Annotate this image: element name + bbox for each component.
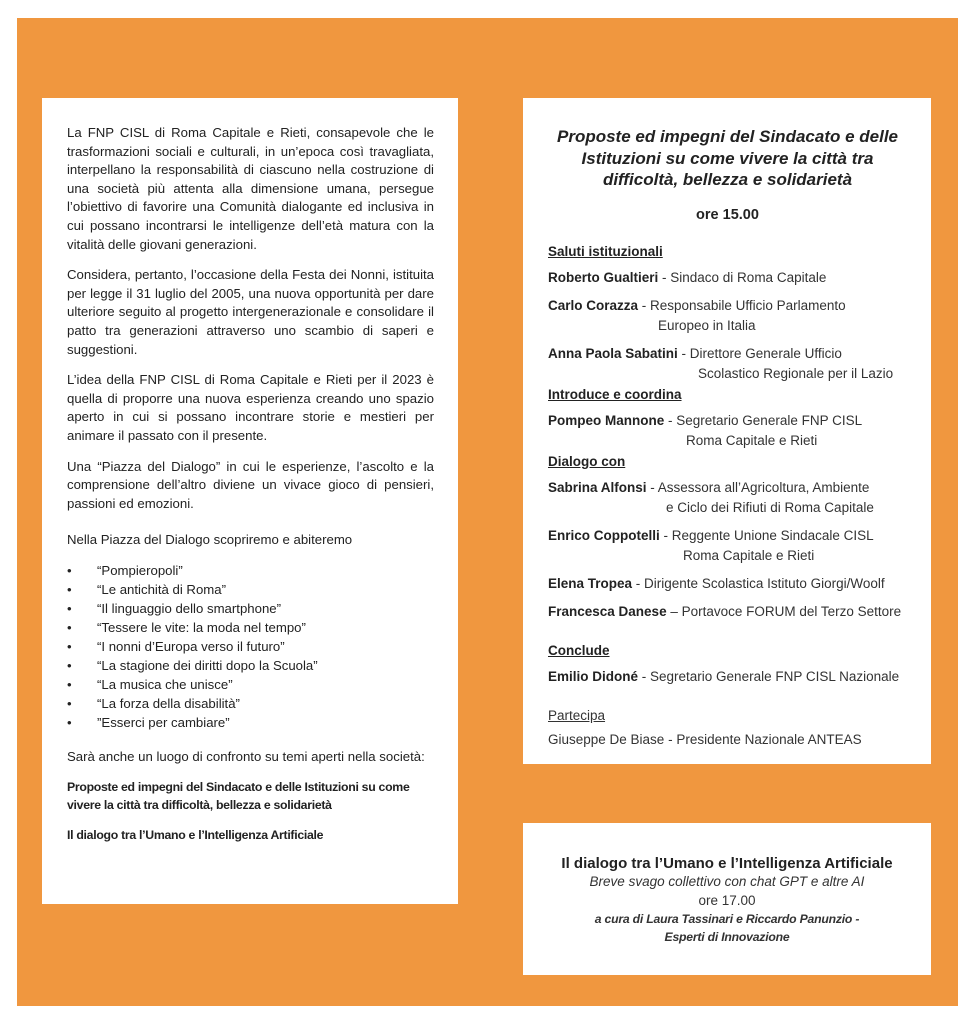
speaker-role-cont: Roma Capitale e Rieti bbox=[686, 432, 818, 448]
list-item: • “Pompieropoli” bbox=[67, 561, 434, 580]
speaker-role: - Assessora all’Agricoltura, Ambiente bbox=[646, 479, 870, 495]
speaker-name: Carlo Corazza bbox=[548, 297, 639, 313]
speaker-role: - Responsabile Ufficio Parlamento bbox=[638, 297, 846, 313]
list-item: • “I nonni d’Europa verso il futuro” bbox=[67, 637, 434, 656]
ai-session-curators-role: Esperti di Innovazione bbox=[664, 930, 790, 944]
speaker-entry bbox=[548, 478, 907, 518]
speaker-name: Emilio Didoné bbox=[548, 668, 639, 684]
activities-list bbox=[67, 561, 434, 732]
list-item: • “Le antichità di Roma” bbox=[67, 580, 434, 599]
speaker-name: Roberto Gualtieri bbox=[548, 269, 659, 285]
section-heading-partecipa: Partecipa bbox=[548, 707, 606, 723]
speaker-entry bbox=[548, 667, 907, 687]
speaker-name: Enrico Coppotelli bbox=[548, 527, 660, 543]
intro-paragraph-1: La FNP CISL di Roma Capitale e Rieti, consapevole che le trasformazioni sociali e culturali, in un’epoca così travagliata, interpellano la responsabilità di ciascuno nella costruzione di una società più attenta alla dimensione umana, persegue l’obiettivo di favorire una Comunità dialogante ed inclusiva in cui possano incontrarsi le intelligenze dell’età matura con la vitalità delle giovani generazioni. bbox=[67, 125, 434, 252]
program-panel bbox=[523, 98, 931, 764]
intro-panel bbox=[42, 98, 458, 904]
speaker-role-cont: Roma Capitale e Rieti bbox=[683, 547, 815, 563]
speaker-name: Elena Tropea bbox=[548, 575, 633, 591]
speaker-name: Sabrina Alfonsi bbox=[548, 479, 647, 495]
intro-paragraph-4: Una “Piazza del Dialogo” in cui le esperienze, l’ascolto e la comprensione dell’altro diviene un vivace gioco di pensieri, passioni ed emozioni. bbox=[67, 458, 434, 511]
speaker-role: - Segretario Generale FNP CISL bbox=[664, 412, 863, 428]
ai-session-panel bbox=[523, 823, 931, 975]
list-item: • “Il linguaggio dello smartphone” bbox=[67, 599, 434, 618]
topic-2: Il dialogo tra l’Umano e l’Intelligenza Artificiale bbox=[67, 828, 324, 843]
speaker-role-cont: Scolastico Regionale per il Lazio bbox=[698, 365, 894, 381]
speaker-name: Anna Paola Sabatini bbox=[548, 345, 678, 361]
program-title: Proposte ed impegni del Sindacato e delle Istituzioni su come vivere la città tra difficoltà, bellezza e solidarietà bbox=[556, 127, 899, 189]
list-item: • “Tessere le vite: la moda nel tempo” bbox=[67, 618, 434, 637]
program-time: ore 15.00 bbox=[696, 206, 759, 223]
speaker-role: - Reggente Unione Sindacale CISL bbox=[659, 527, 874, 543]
speaker-entry bbox=[548, 602, 907, 622]
intro-paragraph-3: L’idea della FNP CISL di Roma Capitale e Rieti per il 2023 è quella di proporre una nuova esperienza creando uno spazio aperto in cui si possano incontrare storie e mestieri per animare il passato con il presente. bbox=[67, 372, 434, 443]
list-item: • “La forza della disabilità” bbox=[67, 694, 434, 713]
topic-1: Proposte ed impegni del Sindacato e delle Istituzioni su come vivere la città tra difficoltà, bellezza e solidarietà bbox=[67, 780, 410, 813]
section-heading-introduce: Introduce e coordina bbox=[548, 386, 682, 402]
speaker-entry bbox=[548, 526, 907, 566]
section-heading-conclude: Conclude bbox=[548, 642, 610, 658]
list-item: • ”Esserci per cambiare” bbox=[67, 713, 434, 732]
speaker-entry bbox=[548, 411, 907, 451]
speaker-entry bbox=[548, 296, 907, 336]
speaker-role: - Segretario Generale FNP CISL Nazionale bbox=[638, 668, 900, 684]
list-item: • “La musica che unisce” bbox=[67, 675, 434, 694]
ai-session-title: Il dialogo tra l’Umano e l’Intelligenza Artificiale bbox=[561, 855, 893, 872]
speaker-text: Giuseppe De Biase - Presidente Nazionale ANTEAS bbox=[548, 731, 862, 747]
speaker-role-cont: e Ciclo dei Rifiuti di Roma Capitale bbox=[666, 499, 874, 515]
speaker-entry bbox=[548, 268, 907, 288]
speaker-role: - Dirigente Scolastica Istituto Giorgi/Woolf bbox=[632, 575, 885, 591]
section-heading-dialogo: Dialogo con bbox=[548, 453, 626, 469]
intro-paragraph-2: Considera, pertanto, l’occasione della Festa dei Nonni, istituita per legge il 31 luglio del 2005, una nuova opportunità per dare ulteriore seguito al progetto intergenerazionale e consolidare il patto tra generazioni attraverso uno scambio di saperi e suggestioni. bbox=[67, 267, 434, 357]
list-intro: Nella Piazza del Dialogo scopriremo e abiteremo bbox=[67, 532, 353, 548]
closing-text: Sarà anche un luogo di confronto su temi aperti nella società: bbox=[67, 748, 425, 764]
speaker-entry bbox=[548, 574, 907, 594]
section-heading-saluti: Saluti istituzionali bbox=[548, 243, 663, 259]
speaker-role: – Portavoce FORUM del Terzo Settore bbox=[666, 603, 902, 619]
ai-session-time: ore 17.00 bbox=[698, 893, 756, 908]
speaker-entry bbox=[548, 730, 907, 750]
speaker-name: Pompeo Mannone bbox=[548, 412, 665, 428]
ai-session-subtitle: Breve svago collettivo con chat GPT e altre AI bbox=[589, 874, 865, 889]
list-item: • “La stagione dei diritti dopo la Scuola” bbox=[67, 656, 434, 675]
speaker-name: Francesca Danese bbox=[548, 603, 667, 619]
speaker-role: - Sindaco di Roma Capitale bbox=[658, 269, 827, 285]
speaker-role-cont: Europeo in Italia bbox=[658, 317, 756, 333]
speaker-role: - Direttore Generale Ufficio bbox=[677, 345, 842, 361]
ai-session-curators: a cura di Laura Tassinari e Riccardo Panunzio - bbox=[594, 912, 860, 926]
speaker-entry bbox=[548, 344, 907, 384]
